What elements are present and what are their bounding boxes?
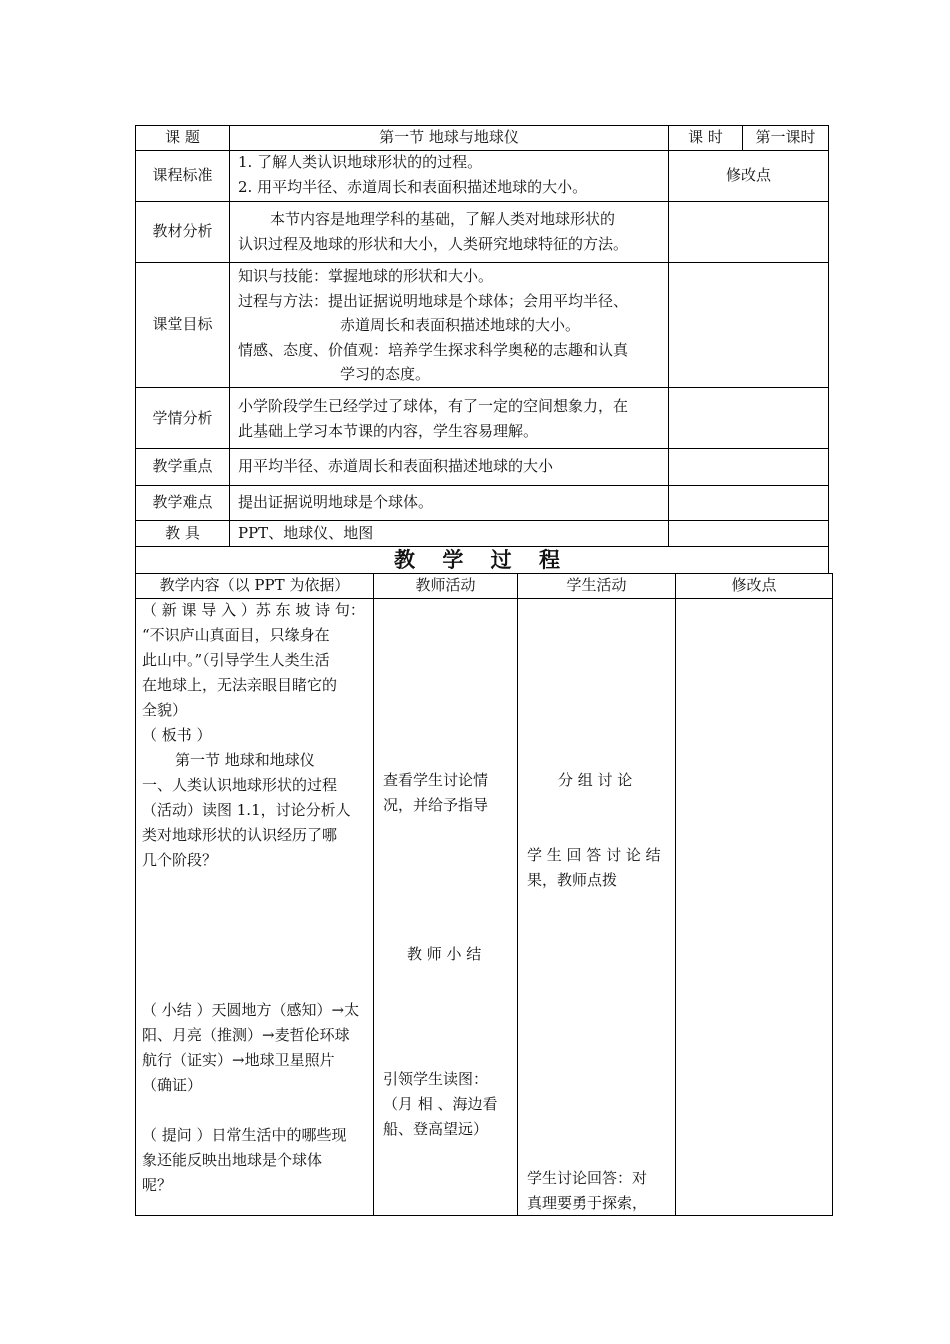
rule bbox=[373, 573, 374, 1216]
difficulty-label: 教学难点 bbox=[152, 493, 213, 511]
content-line: 呢？ bbox=[142, 1176, 173, 1194]
student-activity-line: 学 生 回 答 讨 论 结 bbox=[527, 846, 661, 864]
header-revision: 修改点 bbox=[731, 576, 777, 594]
rule bbox=[135, 262, 829, 263]
teacher-line: 教 师 小 结 bbox=[407, 945, 482, 963]
student-activity-line: 学生讨论回答：对 bbox=[527, 1169, 648, 1187]
goal-line: 过程与方法：提出证据说明地球是个球体；会用平均半径、 bbox=[238, 292, 629, 310]
student-label: 学情分析 bbox=[152, 409, 213, 427]
rule bbox=[832, 573, 833, 1216]
teacher-line: 引领学生读图： bbox=[383, 1070, 489, 1088]
header-teacher: 教师活动 bbox=[415, 576, 476, 594]
teacher-line: 查看学生讨论情 bbox=[383, 771, 489, 789]
goal-label: 课堂目标 bbox=[152, 315, 213, 333]
content-line: 在地球上，无法亲眼目睹它的 bbox=[142, 676, 338, 694]
tools-label: 教 具 bbox=[165, 524, 200, 542]
revision-label: 修改点 bbox=[725, 166, 771, 184]
content-line: 阳、月亮（推测）→麦哲伦环球 bbox=[142, 1026, 350, 1044]
content-line: 全貌） bbox=[142, 701, 188, 719]
goal-line: 知识与技能：掌握地球的形状和大小。 bbox=[238, 267, 494, 285]
period-value: 第一课时 bbox=[755, 128, 816, 146]
student-line: 此基础上学习本节课的内容，学生容易理解。 bbox=[238, 422, 539, 440]
content-line: 象还能反映出地球是个球体 bbox=[142, 1151, 323, 1169]
tools-value: PPT、地球仪、地图 bbox=[238, 524, 374, 542]
key-value: 用平均半径、赤道周长和表面积描述地球的大小 bbox=[238, 457, 554, 475]
rule bbox=[135, 1215, 833, 1216]
rule bbox=[135, 201, 829, 202]
goal-line: 赤道周长和表面积描述地球的大小。 bbox=[340, 316, 581, 334]
content-line: （确证） bbox=[142, 1076, 203, 1094]
teacher-line: 况，并给予指导 bbox=[383, 796, 489, 814]
material-line: 本节内容是地理学科的基础，了解人类对地球形状的 bbox=[270, 210, 616, 228]
header-content: 教学内容（以 PPT 为依据） bbox=[159, 576, 350, 594]
process-title: 教 学 过 程 bbox=[394, 547, 570, 572]
material-label: 教材分析 bbox=[152, 222, 213, 240]
standard-line: 1. 了解人类认识地球形状的的过程。 bbox=[238, 153, 483, 171]
content-line: （ 小结 ）天圆地方（感知）→太 bbox=[142, 1001, 360, 1019]
rule bbox=[135, 485, 829, 486]
standard-line: 2. 用平均半径、赤道周长和表面积描述地球的大小。 bbox=[238, 178, 588, 196]
content-line: “不识庐山真面目，只缘身在 bbox=[142, 626, 330, 644]
rule bbox=[135, 573, 136, 1216]
topic-value: 第一节 地球与地球仪 bbox=[379, 128, 519, 146]
rule bbox=[668, 125, 669, 546]
teacher-line: （月 相 、海边看 bbox=[383, 1095, 498, 1113]
content-line: （ 新 课 导 入 ）苏 东 坡 诗 句： bbox=[142, 601, 365, 619]
header-student: 学生活动 bbox=[566, 576, 627, 594]
student-activity-line: 果，教师点拨 bbox=[527, 871, 618, 889]
material-line: 认识过程及地球的形状和大小，人类研究地球特征的方法。 bbox=[238, 235, 629, 253]
topic-label: 课 题 bbox=[165, 128, 200, 146]
content-line: 几个阶段？ bbox=[142, 851, 218, 869]
rule bbox=[517, 573, 518, 1216]
content-line: 航行（证实）→地球卫星照片 bbox=[142, 1051, 335, 1069]
goal-line: 情感、态度、价值观：培养学生探求科学奥秘的志趣和认真 bbox=[238, 341, 629, 359]
rule bbox=[828, 125, 829, 573]
standard-label: 课程标准 bbox=[152, 166, 213, 184]
content-line: 类对地球形状的认识经历了哪 bbox=[142, 826, 338, 844]
rule bbox=[229, 125, 230, 546]
goal-line: 学习的态度。 bbox=[340, 365, 431, 383]
content-line: 一、人类认识地球形状的过程 bbox=[142, 776, 338, 794]
student-activity-line: 真理要勇于探索， bbox=[527, 1194, 648, 1212]
content-line: （活动）读图 1.1，讨论分析人 bbox=[142, 801, 351, 819]
difficulty-value: 提出证据说明地球是个球体。 bbox=[238, 493, 434, 511]
teacher-line: 船、登高望远） bbox=[383, 1120, 489, 1138]
student-activity-line: 分 组 讨 论 bbox=[558, 771, 633, 789]
content-line: （ 提问 ）日常生活中的哪些现 bbox=[142, 1126, 347, 1144]
content-line: （ 板书 ） bbox=[142, 726, 212, 744]
content-line: 第一节 地球和地球仪 bbox=[175, 751, 315, 769]
rule bbox=[675, 573, 676, 1216]
content-line: 此山中。”（引导学生人类生活 bbox=[142, 651, 330, 669]
rule bbox=[135, 448, 829, 449]
period-label: 课 时 bbox=[688, 128, 723, 146]
student-line: 小学阶段学生已经学过了球体，有了一定的空间想象力，在 bbox=[238, 397, 629, 415]
key-label: 教学重点 bbox=[152, 457, 213, 475]
rule bbox=[135, 387, 829, 388]
